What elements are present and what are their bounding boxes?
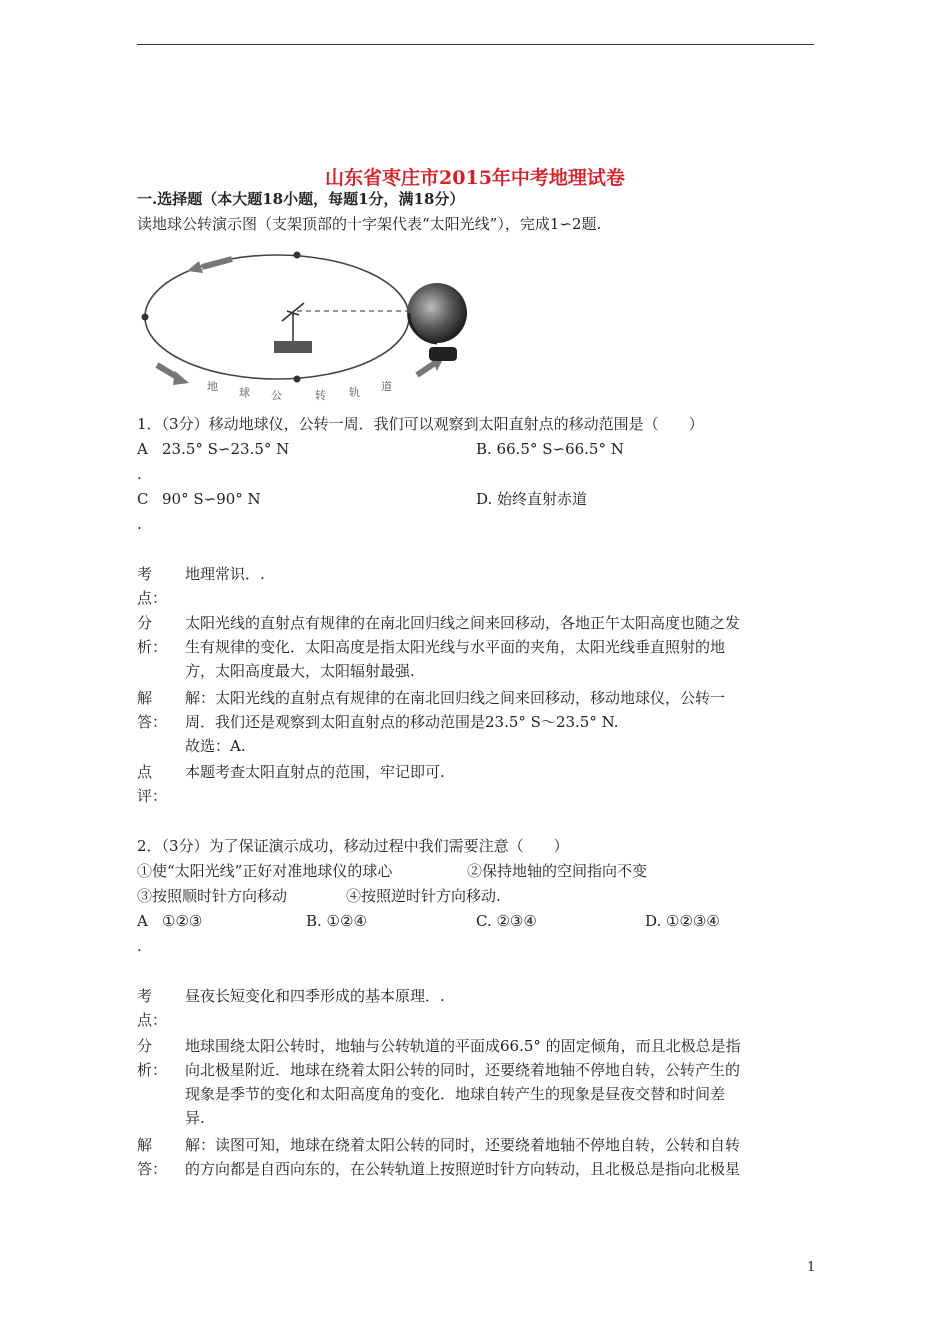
q2-item-1: ①使“太阳光线”正好对准地球仪的球心: [137, 862, 393, 880]
q1-fenxi-label: 析：: [137, 638, 168, 656]
text-line: 异.: [185, 1109, 205, 1127]
orbit-arrow: [202, 259, 232, 267]
q2-jieda-text: [185, 1133, 807, 1181]
q1-kaodian-label: 考: [137, 565, 153, 583]
q1-stem: 1．（3分）移动地球仪，公转一周．我们可以观察到太阳直射点的移动范围是（ ）: [137, 415, 704, 433]
q2-item-2: ②保持地轴的空间指向不变: [467, 862, 648, 880]
globe-base: [429, 347, 457, 361]
q1-kaodian-text: 地理常识．.: [185, 565, 265, 583]
header-rule: [137, 44, 814, 45]
q1-dianping-text: 本题考查太阳直射点的范围，牢记即可.: [185, 763, 445, 781]
intro-text: 读地球公转演示图（支架顶部的十字架代表“太阳光线”），完成1∽2题.: [137, 215, 602, 233]
q1-option-dot: .: [137, 465, 142, 483]
text-line: 生有规律的变化．太阳高度是指太阳光线与水平面的夹角，太阳光线垂直照射的地: [185, 638, 726, 656]
q2-jieda-label: 解: [137, 1136, 153, 1154]
q2-option-dot: .: [137, 937, 142, 955]
text-line: 现象是季节的变化和太阳高度角的变化．地球自转产生的现象是昼夜交替和时间差: [185, 1085, 726, 1103]
q1-option-c: 90° S∽90° N: [162, 490, 261, 508]
q1-option-a: 23.5° S∽23.5° N: [162, 440, 290, 458]
q1-jieda-label: 答：: [137, 713, 168, 731]
q2-jieda-label: 答：: [137, 1160, 168, 1178]
q1-jieda-text: [185, 686, 807, 758]
q1-dianping-label: 评：: [137, 787, 168, 805]
q2-option-a: ①②③: [162, 912, 203, 930]
orbit-point: [294, 376, 301, 383]
text-line: 故选：A.: [185, 737, 246, 755]
page-title: 山东省枣庄市2015年中考地理试卷: [325, 167, 625, 189]
q2-kaodian-label: 考: [137, 987, 153, 1005]
stand-base: [274, 341, 312, 353]
q2-fenxi-label: 析：: [137, 1061, 168, 1079]
q1-option-dot: .: [137, 515, 142, 533]
q1-jieda-label: 解: [137, 689, 153, 707]
orbit-caption-char: 道: [381, 380, 392, 393]
q2-option-c: C. ②③④: [476, 912, 537, 930]
q1-option-a-letter: A: [137, 440, 148, 458]
orbit-diagram: [137, 247, 467, 407]
q2-option-b: B. ①②④: [306, 912, 367, 930]
q1-option-b: B. 66.5° S∽66.5° N: [476, 440, 624, 458]
q2-item-3: ③按照顺时针方向移动: [137, 887, 288, 905]
section-heading: 一.选择题（本大题18小题，每题1分，满18分）: [137, 190, 465, 208]
q2-kaodian-label: 点：: [137, 1011, 168, 1029]
text-line: 太阳光线的直射点有规律的在南北回归线之间来回移动，各地正午太阳高度也随之发: [185, 614, 741, 632]
q1-fenxi-text: [185, 611, 807, 683]
q2-stem: 2．（3分）为了保证演示成功，移动过程中我们需要注意（ ）: [137, 837, 569, 855]
q1-option-c-letter: C: [137, 490, 149, 508]
orbit-point: [294, 252, 301, 259]
q1-dianping-label: 点: [137, 763, 153, 781]
q2-option-a-letter: A: [137, 912, 148, 930]
orbit-caption-char: 球: [239, 386, 250, 399]
q2-kaodian-text: 昼夜长短变化和四季形成的基本原理．.: [185, 987, 445, 1005]
orbit-caption-char: 轨: [349, 386, 360, 399]
text-line: 解：太阳光线的直射点有规律的在南北回归线之间来回移动，移动地球仪，公转一: [185, 689, 726, 707]
page-number: 1: [807, 1260, 816, 1275]
orbit-arrow: [187, 261, 203, 273]
text-line: 的方向都是自西向东的，在公转轨道上按照逆时针方向转动，且北极总是指向北极星: [185, 1160, 741, 1178]
text-line: 周．我们还是观察到太阳直射点的移动范围是23.5° S～23.5° N.: [185, 713, 619, 731]
q2-item-4: ④按照逆时针方向移动.: [346, 887, 501, 905]
orbit-caption-char: 转: [315, 389, 326, 402]
q1-fenxi-label: 分: [137, 614, 153, 632]
orbit-ellipse: [145, 255, 409, 379]
orbit-arrow: [173, 371, 189, 385]
q2-fenxi-label: 分: [137, 1037, 153, 1055]
orbit-caption-char: 公: [271, 389, 282, 402]
orbit-arrow: [157, 365, 177, 377]
text-line: 地球围绕太阳公转时，地轴与公转轨道的平面成66.5° 的固定倾角，而且北极总是指: [185, 1037, 741, 1055]
text-line: 方，太阳高度最大，太阳辐射最强.: [185, 662, 415, 680]
text-line: 向北极星附近．地球在绕着太阳公转的同时，还要绕着地轴不停地自转，公转产生的: [185, 1061, 741, 1079]
q1-option-d: D. 始终直射赤道: [476, 490, 588, 508]
text-line: 解：读图可知，地球在绕着太阳公转的同时，还要绕着地轴不停地自转，公转和自转: [185, 1136, 741, 1154]
orbit-caption-char: 地: [207, 380, 218, 393]
orbit-point: [142, 314, 149, 321]
orbit-arrow: [417, 363, 435, 375]
q1-kaodian-label: 点：: [137, 589, 168, 607]
q2-fenxi-text: [185, 1034, 807, 1130]
q2-option-d: D. ①②③④: [645, 912, 720, 930]
